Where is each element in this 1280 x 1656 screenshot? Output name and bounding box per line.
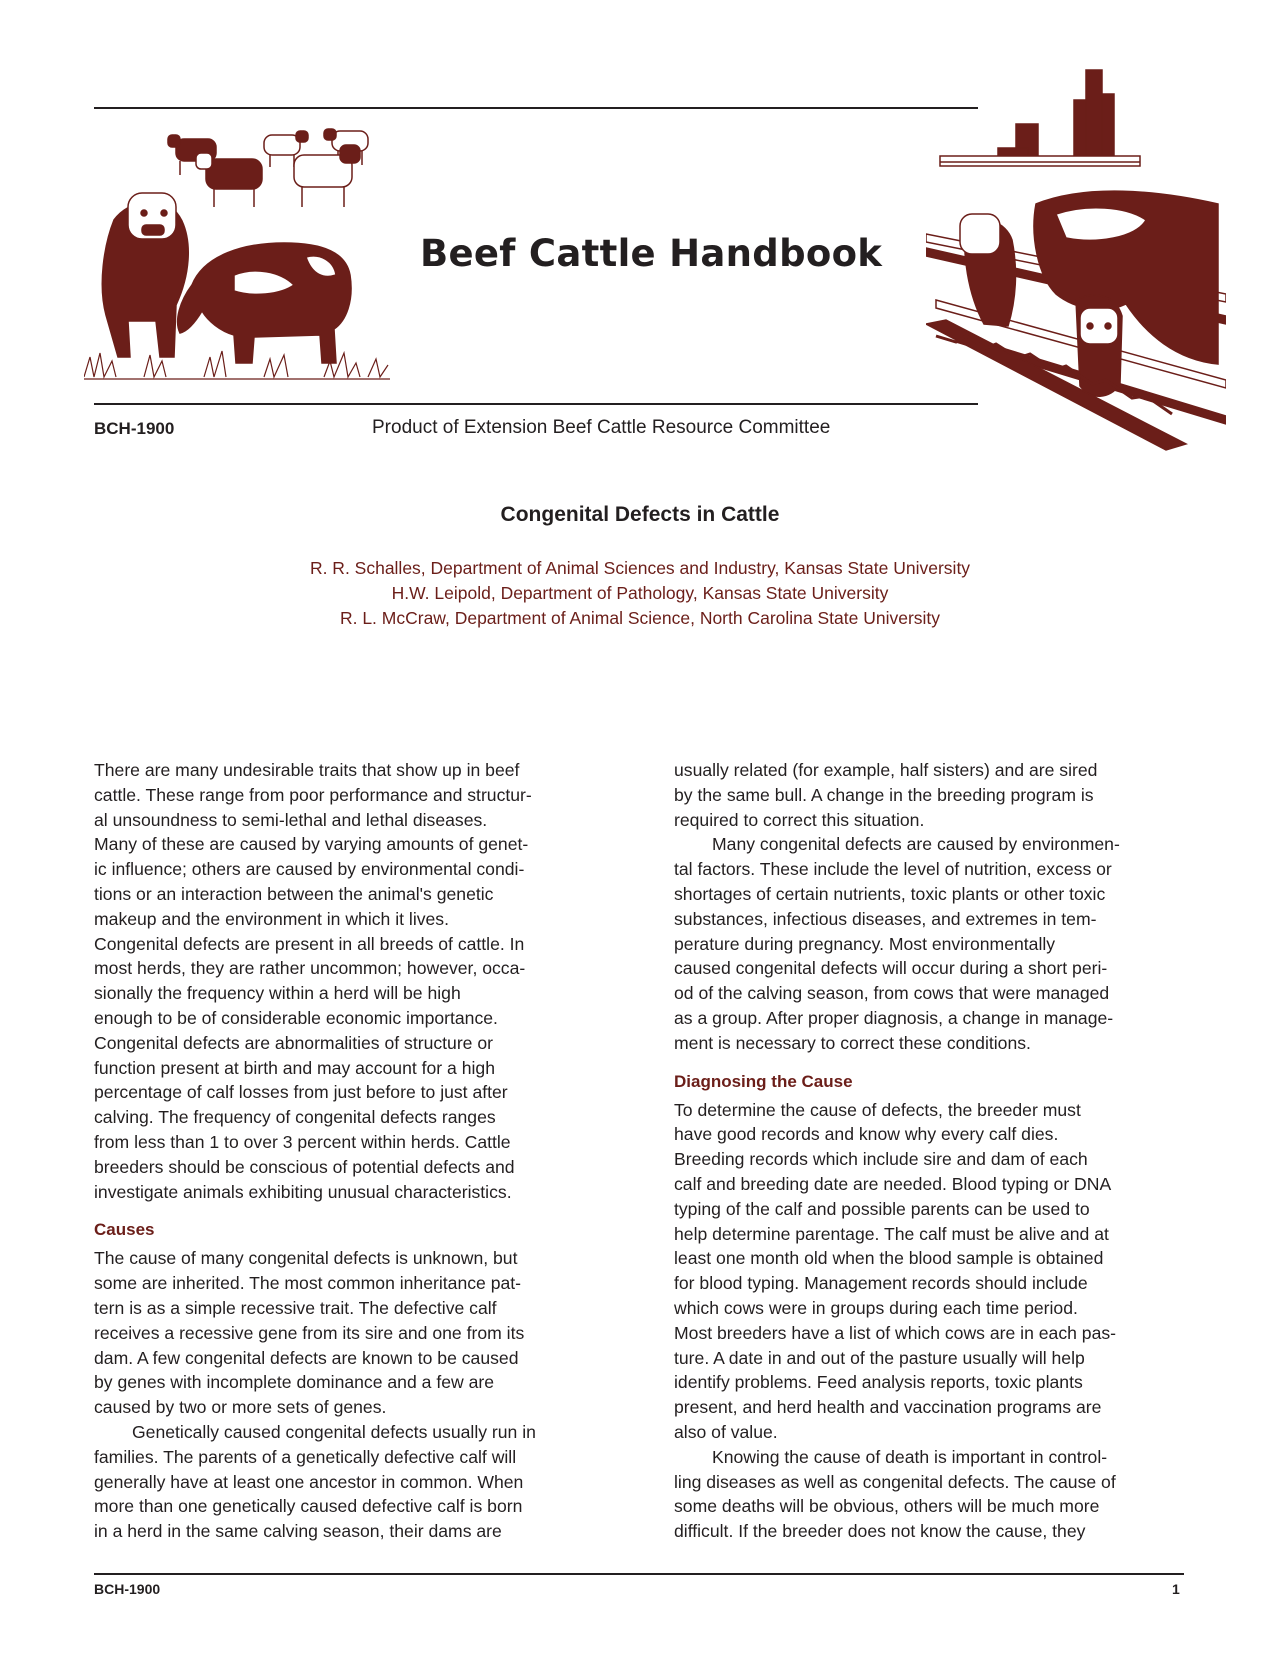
text-line: dam. A few congenital defects are known to be caused [94,1347,519,1368]
text-line: tal factors. These include the level of nutrition, excess or [674,859,1112,880]
text-line: for blood typing. Management records should include [674,1273,1088,1294]
text-line: some deaths will be obvious, others will be much more [674,1496,1100,1517]
text-line: Many congenital defects are caused by environmen- [712,834,1120,855]
intro-paragraph [94,758,606,1204]
text-line: caused by two or more sets of genes. [94,1397,387,1418]
text-line: Congenital defects are abnormalities of structure or [94,1032,493,1053]
cattle-herd-illustration [84,125,394,387]
text-line: from less than 1 to over 3 percent within herds. Cattle [94,1131,511,1152]
text-line: ture. A date in and out of the pasture usually will help [674,1347,1085,1368]
standing-cow [102,193,188,357]
header-bottom-rule [94,403,978,405]
document-title: Congenital Defects in Cattle [500,503,780,526]
author-line: R. R. Schalles, Department of Animal Sciences and Industry, Kansas State University [309,558,971,578]
right-column [674,758,1186,1544]
text-line: There are many undesirable traits that show up in beef [94,760,520,780]
continued-paragraph [674,758,1186,832]
text-line: ling diseases as well as congenital defects. The cause of [674,1471,1116,1492]
publication-code: BCH-1900 [94,419,175,438]
text-line: od of the calving season, from cows that were managed [674,983,1110,1004]
text-line: To determine the cause of defects, the breeder must [674,1099,1081,1120]
text-line: cattle. These range from poor performance and structur- [94,784,532,805]
text-line: which cows were in groups during each time period. [674,1297,1078,1318]
text-line: breeders should be conscious of potential defects and [94,1156,515,1177]
text-line: in a herd in the same calving season, their dams are [94,1521,502,1542]
text-line: most herds, they are rather uncommon; however, occa- [94,958,526,979]
author-list [0,556,1280,631]
text-line: have good records and know why every calf dies. [674,1124,1059,1145]
text-line: generally have at least one ancestor in common. When [94,1471,524,1492]
text-line: tern is as a simple recessive trait. The defective calf [94,1297,497,1318]
text-line: identify problems. Feed analysis reports, toxic plants [674,1372,1083,1393]
text-line: more than one genetically caused defective calf is born [94,1496,523,1517]
author-line: H.W. Leipold, Department of Pathology, Kansas State University [391,583,889,603]
text-line: The cause of many congenital defects is unknown, but [94,1248,518,1269]
header-top-rule [94,107,978,109]
text-line: perature during pregnancy. Most environmentally [674,933,1056,954]
text-line: Many of these are caused by varying amounts of genet- [94,834,529,855]
footer-rule [94,1573,1184,1575]
text-line: present, and herd health and vaccination programs are [674,1397,1102,1418]
text-line: Genetically caused congenital defects usually run in [132,1421,536,1442]
text-line: typing of the calf and possible parents can be used to [674,1198,1090,1219]
footer-code: BCH-1900 [94,1581,161,1597]
left-column [94,758,606,1544]
text-line: calf and breeding date are needed. Blood typing or DNA [674,1173,1112,1194]
cause-of-death-paragraph [674,1445,1186,1544]
text-line: by genes with incomplete dominance and a few are [94,1372,495,1393]
text-line: substances, infectious diseases, and extremes in tem- [674,908,1097,929]
text-line: al unsoundness to semi-lethal and lethal diseases. [94,809,488,830]
text-line: by the same bull. A change in the breeding program is [674,784,1094,805]
text-line: difficult. If the breeder does not know the cause, they [674,1521,1086,1542]
text-line: percentage of calf losses from just before to just after [94,1082,508,1103]
text-line: sionally the frequency within a herd will be high [94,983,461,1004]
grain-elevator [940,70,1140,166]
text-line: function present at birth and may account for a high [94,1057,495,1078]
environment-paragraph [674,832,1186,1055]
text-line: help determine parentage. The calf must be alive and at [674,1223,1109,1244]
text-line: tions or an interaction between the animal's genetic [94,883,494,904]
author-line: R. L. McCraw, Department of Animal Science, North Carolina State University [339,608,941,628]
diagnosis-paragraph [674,1098,1186,1445]
text-line: families. The parents of a genetically defective calf will [94,1446,517,1467]
text-line: Most breeders have a list of which cows are in each pas- [674,1322,1117,1343]
text-line: Knowing the cause of death is important in control- [712,1446,1108,1467]
text-line: Congenital defects are present in all breeds of cattle. In [94,933,525,954]
background-cow [196,153,262,207]
section-heading-diagnosing: Diagnosing the Cause [674,1071,853,1091]
text-line: ment is necessary to correct these conditions. [674,1032,1031,1053]
text-line: enough to be of considerable economic importance. [94,1007,498,1028]
text-line: shortages of certain nutrients, toxic plants or other toxic [674,883,1106,904]
product-line: Product of Extension Beef Cattle Resource Committee [372,417,831,438]
text-line: ic influence; others are caused by environmental condi- [94,859,525,880]
feedlot-illustration [926,64,1226,468]
text-line: makeup and the environment in which it lives. [94,908,449,929]
background-cow [294,145,360,207]
text-line: as a group. After proper diagnosis, a change in manage- [674,1007,1114,1028]
causes-paragraph [94,1246,606,1420]
text-line: Breeding records which include sire and dam of each [674,1149,1088,1170]
text-line: required to correct this situation. [674,809,925,830]
grazing-bull [178,243,351,363]
text-line: investigate animals exhibiting unusual characteristics. [94,1181,512,1202]
text-line: some are inherited. The most common inheritance pat- [94,1273,522,1294]
page-number: 1 [1172,1581,1180,1597]
section-heading-causes: Causes [94,1220,155,1240]
text-line: receives a recessive gene from its sire and one from its [94,1322,525,1343]
text-line: also of value. [674,1421,778,1442]
text-line: least one month old when the blood sample is obtained [674,1248,1104,1269]
handbook-title: Beef Cattle Handbook [420,232,883,275]
text-line: calving. The frequency of congenital defects ranges [94,1107,496,1128]
text-line: usually related (for example, half sisters) and are sired [674,760,1098,780]
genetics-paragraph [94,1420,606,1544]
text-line: caused congenital defects will occur during a short peri- [674,958,1108,979]
